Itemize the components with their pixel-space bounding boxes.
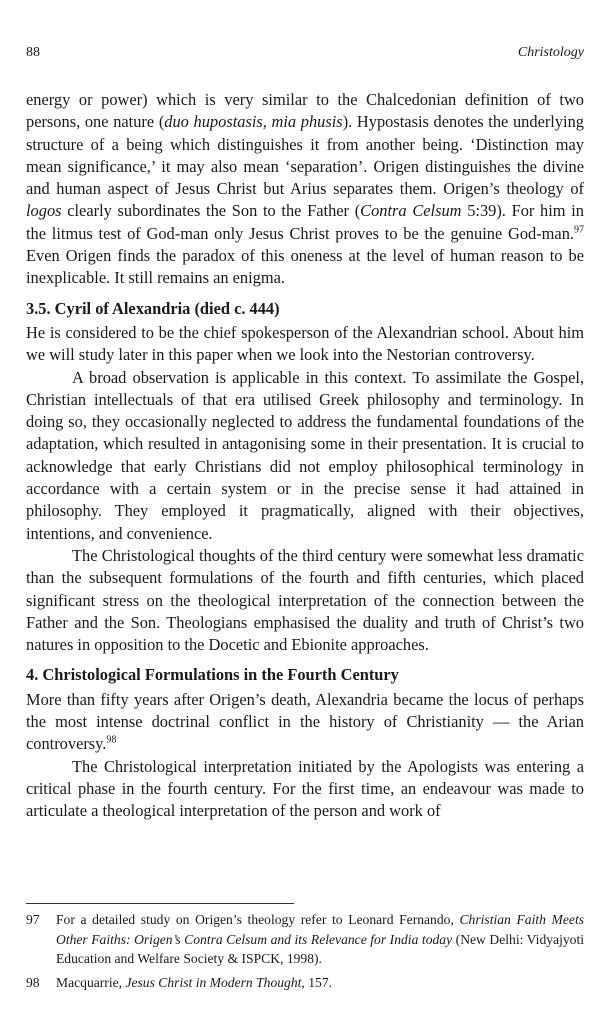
footnote-number: 98	[26, 974, 40, 990]
footnote-ref-98[interactable]: 98	[106, 734, 117, 746]
section-heading-cyril: 3.5. Cyril of Alexandria (died c. 444)	[26, 298, 280, 318]
main-text	[26, 89, 584, 823]
page-number: 88	[26, 45, 40, 60]
paragraph-5: More than fifty years after Origen’s death, Alexandria became the locus of perhaps the most intense doctrinal conflict in the history of Christianity — the Arian controversy.$^{98}$	[26, 689, 584, 754]
footnote-divider	[26, 903, 294, 904]
running-title: Christology	[517, 45, 584, 60]
footnotes	[26, 910, 584, 996]
footnote-ref-97[interactable]: 97	[574, 224, 584, 236]
paragraph-2: He is considered to be the chief spokesperson of the Alexandrian school. About him we will study later in this paper when we look into the Nestorian controversy.	[26, 322, 584, 365]
paragraph-6: The Christological interpretation initiated by the Apologists was entering a critical phase in the fourth century. For the first time, an endeavour was made to articulate a theological interpretation of the person and work of	[26, 756, 584, 821]
section-heading-fourth-century: 4. Christological Formulations in the Fourth Century	[26, 665, 399, 685]
footnote-number: 97	[26, 912, 40, 927]
footnote-97: 97 For a detailed study on Origen’s theology refer to Leonard Fernando, Christian Faith Meets Other Faiths: Origen’s Contra Celsum and its Relevance for India today (New Delhi: Vidyajyoti Education and Welfare Society & ISPCK, 1998).	[26, 912, 585, 966]
footnote-98: 98 Macquarrie, Jesus Christ in Modern Thought, 157.	[26, 973, 584, 993]
paragraph-1: energy or power) which is very similar to the Chalcedonian definition of two persons, one nature (duo hupostasis, mia phusis). Hypostasis denotes the underlying structure of a being which distinguishes it from another being. ‘Distinction may mean significance,’ it may also mean ‘separation’. Origen distinguishes the divine and human aspect of Jesus Christ but Arius separates them. Origen’s theology of logos clearly subordinates the Son to the Father (Contra Celsum 5:39). For him in the litmus test of God-man only Jesus Christ proves to be the genuine God-man.$^{97}$ Even Origen finds the paradox of this oneness at the level of human reason to be inexplicable. It still remains an enigma.	[26, 90, 585, 288]
paragraph-3: A broad observation is applicable in this context. To assimilate the Gospel, Christian intellectuals of that era utilised Greek philosophy and terminology. In doing so, they occasionally neglected to address the fundamental foundations of the adaptation, which resulted in antagonising some in their presentation. It is crucial to acknowledge that early Christians did not employ philosophical terminology in accordance with a certain system or in the precise sense it had attained in philosophy. They employed it pragmatically, aligned with their objectives, intentions, and convenience.	[26, 367, 584, 543]
page-header	[26, 45, 584, 65]
paragraph-4: The Christological thoughts of the third century were somewhat less dramatic than the subsequent formulations of the fourth and fifth centuries, which placed significant stress on the theological interpretation of the connection between the Father and the Son. Theologians emphasised the duality and truth of Christ’s two natures in opposition to the Docetic and Ebionite approaches.	[26, 545, 584, 655]
